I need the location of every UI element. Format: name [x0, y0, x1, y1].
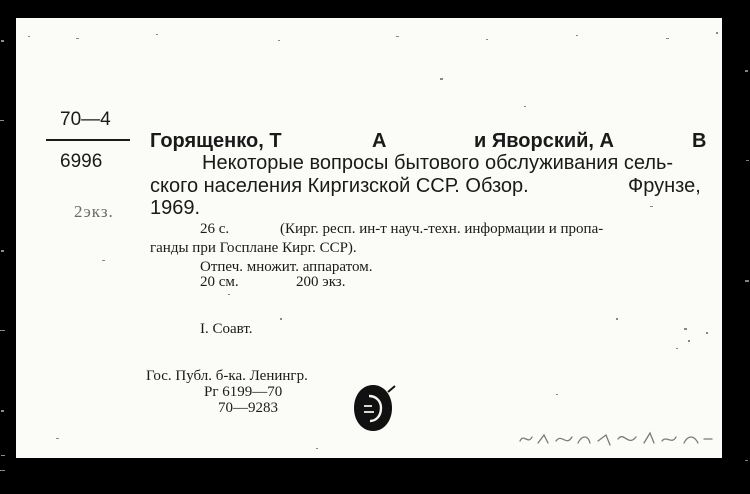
card-number: 70—9283 [218, 400, 278, 416]
coauthor: и Яворский, А [474, 130, 614, 152]
title-line-1: Некоторые вопросы бытового обслуживания сель- [202, 152, 674, 174]
catalog-card [16, 18, 722, 458]
author-surname: Горященко, Т [150, 130, 282, 152]
call-number-bottom: 6996 [60, 151, 103, 172]
publication-place: Фрунзе, [628, 175, 701, 197]
copies-mark: 2экз. [74, 202, 114, 221]
library-stamp [350, 382, 396, 434]
author-initial: А [372, 130, 387, 152]
scan-edge-left [0, 0, 6, 494]
print-run: 200 экз. [296, 274, 346, 290]
call-number-top: 70—4 [60, 109, 111, 130]
series-line-2: ганды при Госплане Кирг. ССР). [150, 240, 357, 256]
size-note: 20 см. [200, 274, 239, 290]
publication-year: 1969. [150, 197, 201, 219]
print-note: Отпеч. множит. аппаратом. [200, 259, 373, 275]
scan-edge-right [744, 0, 750, 494]
series-line-1: (Кирг. респ. ин-т науч.-техн. информации и пропа- [280, 221, 604, 237]
handwritten-note [516, 423, 716, 451]
library-name: Гос. Публ. б-ка. Ленингр. [146, 368, 308, 384]
page-count: 26 с. [200, 221, 230, 237]
call-number-divider [46, 139, 130, 141]
tracing: I. Соавт. [200, 321, 253, 337]
record-number: Рг 6199—70 [204, 384, 283, 400]
coauthor-initial: В [692, 130, 707, 152]
title-line-2: ского населения Киргизской ССР. Обзор. [150, 175, 529, 197]
